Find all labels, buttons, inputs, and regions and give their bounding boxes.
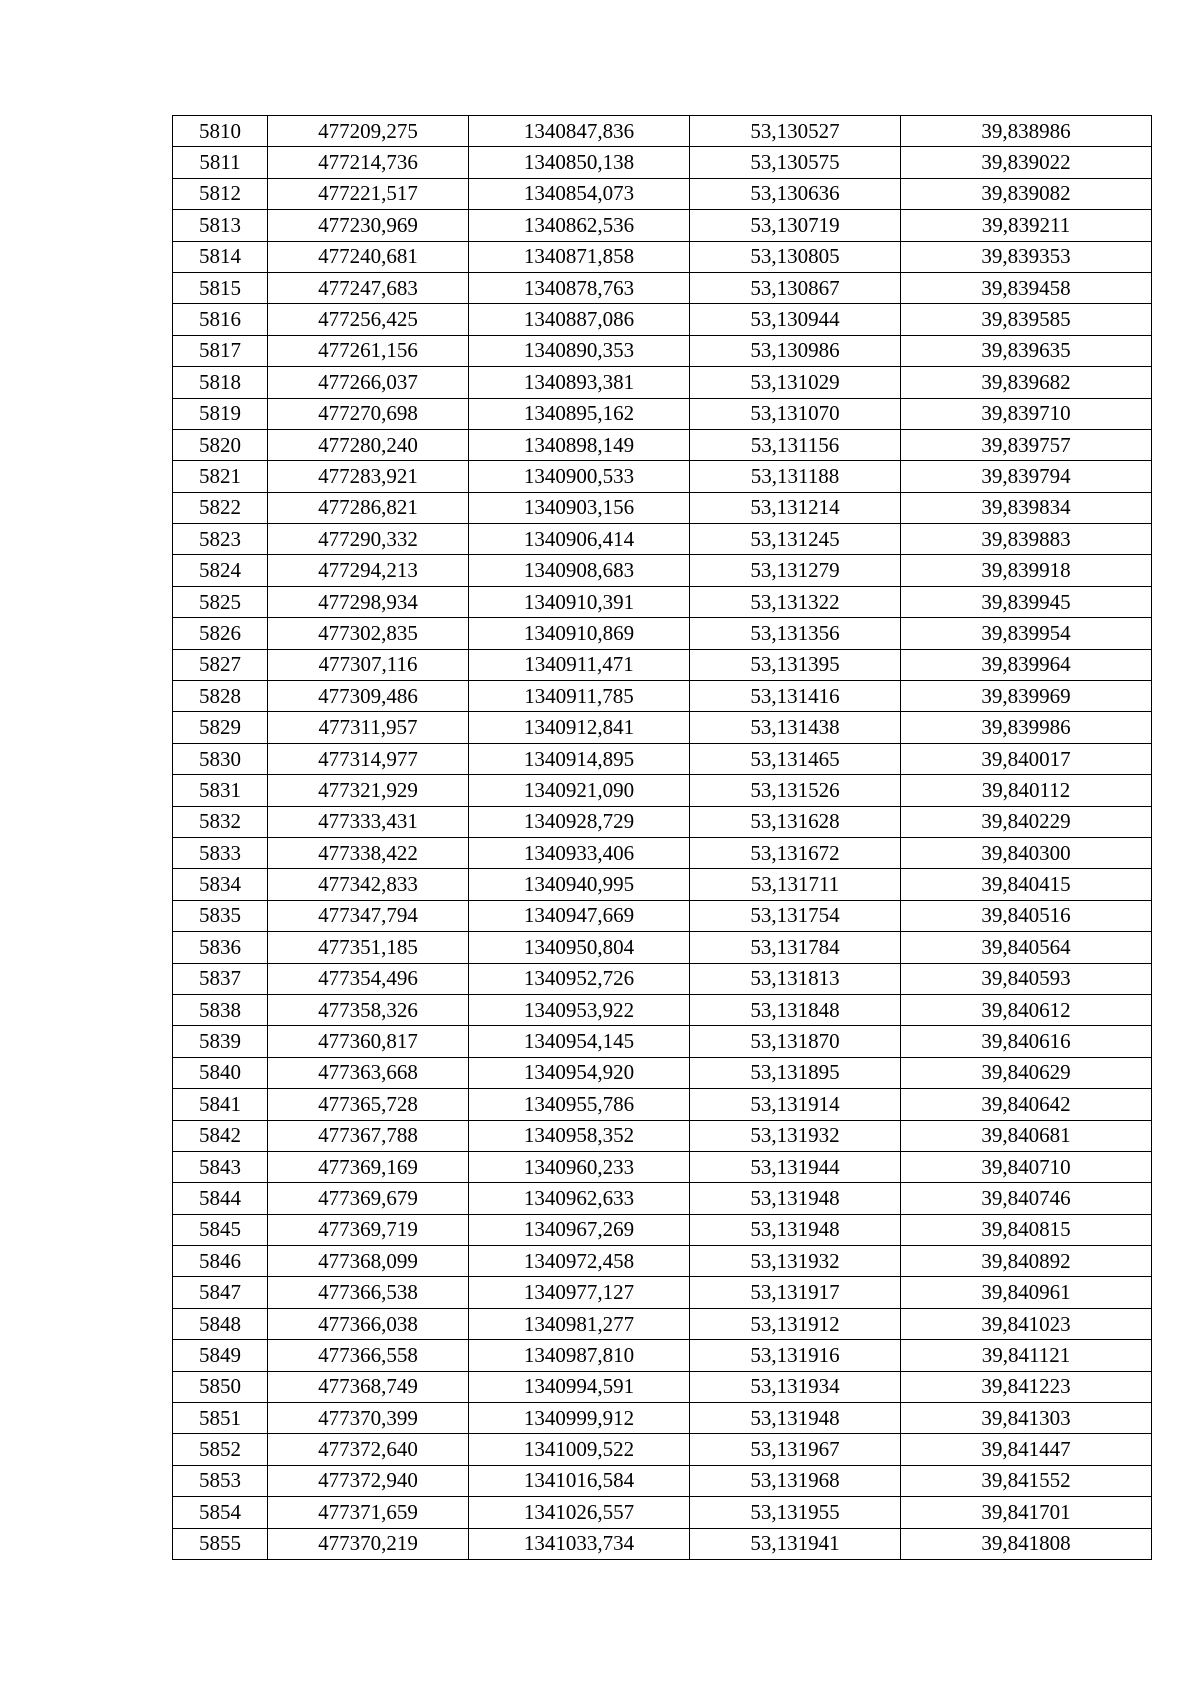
x-coordinate-cell: 477321,929 <box>268 775 469 806</box>
longitude-cell: 39,840616 <box>901 1026 1152 1057</box>
table-row <box>173 1057 1152 1088</box>
table-row <box>173 210 1152 241</box>
table-row <box>173 178 1152 209</box>
latitude-cell: 53,130805 <box>690 241 901 272</box>
table-row <box>173 1465 1152 1496</box>
longitude-cell: 39,839954 <box>901 618 1152 649</box>
point-number-cell: 5853 <box>173 1465 268 1496</box>
point-number-cell: 5833 <box>173 837 268 868</box>
y-coordinate-cell: 1340967,269 <box>469 1214 690 1245</box>
latitude-cell: 53,131214 <box>690 492 901 523</box>
x-coordinate-cell: 477366,038 <box>268 1308 469 1339</box>
longitude-cell: 39,840892 <box>901 1246 1152 1277</box>
latitude-cell: 53,131465 <box>690 743 901 774</box>
point-number-cell: 5822 <box>173 492 268 523</box>
table-row <box>173 1151 1152 1182</box>
longitude-cell: 39,840961 <box>901 1277 1152 1308</box>
y-coordinate-cell: 1340962,633 <box>469 1183 690 1214</box>
x-coordinate-cell: 477351,185 <box>268 932 469 963</box>
y-coordinate-cell: 1340854,073 <box>469 178 690 209</box>
y-coordinate-cell: 1340994,591 <box>469 1371 690 1402</box>
table-row <box>173 335 1152 366</box>
x-coordinate-cell: 477302,835 <box>268 618 469 649</box>
longitude-cell: 39,839964 <box>901 649 1152 680</box>
y-coordinate-cell: 1340928,729 <box>469 806 690 837</box>
x-coordinate-cell: 477358,326 <box>268 994 469 1025</box>
latitude-cell: 53,131848 <box>690 994 901 1025</box>
longitude-cell: 39,840516 <box>901 900 1152 931</box>
longitude-cell: 39,840300 <box>901 837 1152 868</box>
longitude-cell: 39,840564 <box>901 932 1152 963</box>
y-coordinate-cell: 1340940,995 <box>469 869 690 900</box>
longitude-cell: 39,841303 <box>901 1403 1152 1434</box>
x-coordinate-cell: 477270,698 <box>268 398 469 429</box>
table-row <box>173 1340 1152 1371</box>
latitude-cell: 53,131356 <box>690 618 901 649</box>
x-coordinate-cell: 477307,116 <box>268 649 469 680</box>
y-coordinate-cell: 1340911,471 <box>469 649 690 680</box>
point-number-cell: 5819 <box>173 398 268 429</box>
x-coordinate-cell: 477369,679 <box>268 1183 469 1214</box>
latitude-cell: 53,130719 <box>690 210 901 241</box>
y-coordinate-cell: 1340910,391 <box>469 586 690 617</box>
x-coordinate-cell: 477247,683 <box>268 272 469 303</box>
longitude-cell: 39,840681 <box>901 1120 1152 1151</box>
latitude-cell: 53,131955 <box>690 1497 901 1528</box>
latitude-cell: 53,131395 <box>690 649 901 680</box>
y-coordinate-cell: 1340981,277 <box>469 1308 690 1339</box>
y-coordinate-cell: 1340911,785 <box>469 681 690 712</box>
latitude-cell: 53,131948 <box>690 1214 901 1245</box>
x-coordinate-cell: 477333,431 <box>268 806 469 837</box>
latitude-cell: 53,131870 <box>690 1026 901 1057</box>
y-coordinate-cell: 1340908,683 <box>469 555 690 586</box>
point-number-cell: 5837 <box>173 963 268 994</box>
table-row <box>173 492 1152 523</box>
table-row <box>173 775 1152 806</box>
point-number-cell: 5836 <box>173 932 268 963</box>
point-number-cell: 5840 <box>173 1057 268 1088</box>
x-coordinate-cell: 477365,728 <box>268 1089 469 1120</box>
longitude-cell: 39,838986 <box>901 116 1152 147</box>
table-row <box>173 586 1152 617</box>
table-row <box>173 398 1152 429</box>
x-coordinate-cell: 477354,496 <box>268 963 469 994</box>
table-row <box>173 147 1152 178</box>
latitude-cell: 53,131754 <box>690 900 901 931</box>
table-row <box>173 116 1152 147</box>
table-row <box>173 932 1152 963</box>
latitude-cell: 53,131416 <box>690 681 901 712</box>
table-row <box>173 869 1152 900</box>
longitude-cell: 39,839635 <box>901 335 1152 366</box>
table-row <box>173 1277 1152 1308</box>
longitude-cell: 39,840593 <box>901 963 1152 994</box>
point-number-cell: 5814 <box>173 241 268 272</box>
point-number-cell: 5823 <box>173 524 268 555</box>
coordinates-table-body <box>173 116 1152 1560</box>
table-row <box>173 1089 1152 1120</box>
y-coordinate-cell: 1340847,836 <box>469 116 690 147</box>
y-coordinate-cell: 1340895,162 <box>469 398 690 429</box>
x-coordinate-cell: 477298,934 <box>268 586 469 617</box>
y-coordinate-cell: 1340947,669 <box>469 900 690 931</box>
y-coordinate-cell: 1340903,156 <box>469 492 690 523</box>
y-coordinate-cell: 1340972,458 <box>469 1246 690 1277</box>
latitude-cell: 53,131813 <box>690 963 901 994</box>
longitude-cell: 39,840415 <box>901 869 1152 900</box>
longitude-cell: 39,839682 <box>901 367 1152 398</box>
longitude-cell: 39,839883 <box>901 524 1152 555</box>
point-number-cell: 5816 <box>173 304 268 335</box>
longitude-cell: 39,841223 <box>901 1371 1152 1402</box>
x-coordinate-cell: 477368,099 <box>268 1246 469 1277</box>
y-coordinate-cell: 1340960,233 <box>469 1151 690 1182</box>
point-number-cell: 5826 <box>173 618 268 649</box>
table-row <box>173 618 1152 649</box>
x-coordinate-cell: 477368,749 <box>268 1371 469 1402</box>
x-coordinate-cell: 477261,156 <box>268 335 469 366</box>
point-number-cell: 5817 <box>173 335 268 366</box>
y-coordinate-cell: 1341033,734 <box>469 1528 690 1559</box>
table-row <box>173 900 1152 931</box>
x-coordinate-cell: 477342,833 <box>268 869 469 900</box>
x-coordinate-cell: 477311,957 <box>268 712 469 743</box>
latitude-cell: 53,131279 <box>690 555 901 586</box>
y-coordinate-cell: 1340958,352 <box>469 1120 690 1151</box>
x-coordinate-cell: 477372,640 <box>268 1434 469 1465</box>
point-number-cell: 5852 <box>173 1434 268 1465</box>
y-coordinate-cell: 1340914,895 <box>469 743 690 774</box>
point-number-cell: 5829 <box>173 712 268 743</box>
longitude-cell: 39,840642 <box>901 1089 1152 1120</box>
x-coordinate-cell: 477280,240 <box>268 429 469 460</box>
x-coordinate-cell: 477372,940 <box>268 1465 469 1496</box>
x-coordinate-cell: 477294,213 <box>268 555 469 586</box>
latitude-cell: 53,131948 <box>690 1183 901 1214</box>
point-number-cell: 5825 <box>173 586 268 617</box>
longitude-cell: 39,841701 <box>901 1497 1152 1528</box>
longitude-cell: 39,841552 <box>901 1465 1152 1496</box>
y-coordinate-cell: 1340850,138 <box>469 147 690 178</box>
latitude-cell: 53,131245 <box>690 524 901 555</box>
point-number-cell: 5821 <box>173 461 268 492</box>
table-row <box>173 1246 1152 1277</box>
point-number-cell: 5841 <box>173 1089 268 1120</box>
longitude-cell: 39,840710 <box>901 1151 1152 1182</box>
x-coordinate-cell: 477370,399 <box>268 1403 469 1434</box>
point-number-cell: 5830 <box>173 743 268 774</box>
latitude-cell: 53,131968 <box>690 1465 901 1496</box>
point-number-cell: 5850 <box>173 1371 268 1402</box>
table-row <box>173 524 1152 555</box>
table-row <box>173 1497 1152 1528</box>
table-row <box>173 1183 1152 1214</box>
longitude-cell: 39,840815 <box>901 1214 1152 1245</box>
x-coordinate-cell: 477371,659 <box>268 1497 469 1528</box>
point-number-cell: 5812 <box>173 178 268 209</box>
y-coordinate-cell: 1340878,763 <box>469 272 690 303</box>
y-coordinate-cell: 1340933,406 <box>469 837 690 868</box>
x-coordinate-cell: 477209,275 <box>268 116 469 147</box>
table-row <box>173 1403 1152 1434</box>
table-row <box>173 1528 1152 1559</box>
latitude-cell: 53,131895 <box>690 1057 901 1088</box>
y-coordinate-cell: 1340906,414 <box>469 524 690 555</box>
latitude-cell: 53,131948 <box>690 1403 901 1434</box>
point-number-cell: 5843 <box>173 1151 268 1182</box>
longitude-cell: 39,840017 <box>901 743 1152 774</box>
longitude-cell: 39,839211 <box>901 210 1152 241</box>
table-row <box>173 1026 1152 1057</box>
longitude-cell: 39,839710 <box>901 398 1152 429</box>
point-number-cell: 5851 <box>173 1403 268 1434</box>
table-row <box>173 461 1152 492</box>
longitude-cell: 39,841023 <box>901 1308 1152 1339</box>
longitude-cell: 39,840229 <box>901 806 1152 837</box>
table-row <box>173 1308 1152 1339</box>
latitude-cell: 53,130986 <box>690 335 901 366</box>
y-coordinate-cell: 1340952,726 <box>469 963 690 994</box>
x-coordinate-cell: 477240,681 <box>268 241 469 272</box>
latitude-cell: 53,130867 <box>690 272 901 303</box>
latitude-cell: 53,131916 <box>690 1340 901 1371</box>
longitude-cell: 39,839969 <box>901 681 1152 712</box>
point-number-cell: 5815 <box>173 272 268 303</box>
latitude-cell: 53,130944 <box>690 304 901 335</box>
x-coordinate-cell: 477370,219 <box>268 1528 469 1559</box>
y-coordinate-cell: 1340955,786 <box>469 1089 690 1120</box>
longitude-cell: 39,839022 <box>901 147 1152 178</box>
y-coordinate-cell: 1341016,584 <box>469 1465 690 1496</box>
point-number-cell: 5834 <box>173 869 268 900</box>
x-coordinate-cell: 477221,517 <box>268 178 469 209</box>
x-coordinate-cell: 477230,969 <box>268 210 469 241</box>
point-number-cell: 5828 <box>173 681 268 712</box>
point-number-cell: 5842 <box>173 1120 268 1151</box>
x-coordinate-cell: 477214,736 <box>268 147 469 178</box>
x-coordinate-cell: 477367,788 <box>268 1120 469 1151</box>
table-row <box>173 1214 1152 1245</box>
longitude-cell: 39,839585 <box>901 304 1152 335</box>
longitude-cell: 39,839986 <box>901 712 1152 743</box>
latitude-cell: 53,130636 <box>690 178 901 209</box>
point-number-cell: 5810 <box>173 116 268 147</box>
y-coordinate-cell: 1340987,810 <box>469 1340 690 1371</box>
latitude-cell: 53,131934 <box>690 1371 901 1402</box>
x-coordinate-cell: 477363,668 <box>268 1057 469 1088</box>
point-number-cell: 5845 <box>173 1214 268 1245</box>
point-number-cell: 5824 <box>173 555 268 586</box>
y-coordinate-cell: 1341026,557 <box>469 1497 690 1528</box>
latitude-cell: 53,131967 <box>690 1434 901 1465</box>
table-row <box>173 429 1152 460</box>
point-number-cell: 5849 <box>173 1340 268 1371</box>
x-coordinate-cell: 477290,332 <box>268 524 469 555</box>
latitude-cell: 53,131322 <box>690 586 901 617</box>
latitude-cell: 53,131912 <box>690 1308 901 1339</box>
table-row <box>173 837 1152 868</box>
y-coordinate-cell: 1340871,858 <box>469 241 690 272</box>
point-number-cell: 5854 <box>173 1497 268 1528</box>
longitude-cell: 39,839082 <box>901 178 1152 209</box>
latitude-cell: 53,131944 <box>690 1151 901 1182</box>
point-number-cell: 5811 <box>173 147 268 178</box>
y-coordinate-cell: 1340890,353 <box>469 335 690 366</box>
latitude-cell: 53,131784 <box>690 932 901 963</box>
y-coordinate-cell: 1340912,841 <box>469 712 690 743</box>
longitude-cell: 39,840112 <box>901 775 1152 806</box>
latitude-cell: 53,131156 <box>690 429 901 460</box>
latitude-cell: 53,131672 <box>690 837 901 868</box>
latitude-cell: 53,131188 <box>690 461 901 492</box>
x-coordinate-cell: 477286,821 <box>268 492 469 523</box>
latitude-cell: 53,131711 <box>690 869 901 900</box>
table-row <box>173 241 1152 272</box>
point-number-cell: 5813 <box>173 210 268 241</box>
x-coordinate-cell: 477266,037 <box>268 367 469 398</box>
latitude-cell: 53,131914 <box>690 1089 901 1120</box>
longitude-cell: 39,839945 <box>901 586 1152 617</box>
point-number-cell: 5844 <box>173 1183 268 1214</box>
longitude-cell: 39,839918 <box>901 555 1152 586</box>
table-row <box>173 994 1152 1025</box>
point-number-cell: 5835 <box>173 900 268 931</box>
y-coordinate-cell: 1340950,804 <box>469 932 690 963</box>
table-row <box>173 367 1152 398</box>
longitude-cell: 39,839757 <box>901 429 1152 460</box>
point-number-cell: 5827 <box>173 649 268 680</box>
y-coordinate-cell: 1340954,145 <box>469 1026 690 1057</box>
y-coordinate-cell: 1340977,127 <box>469 1277 690 1308</box>
point-number-cell: 5820 <box>173 429 268 460</box>
latitude-cell: 53,131526 <box>690 775 901 806</box>
x-coordinate-cell: 477366,538 <box>268 1277 469 1308</box>
x-coordinate-cell: 477366,558 <box>268 1340 469 1371</box>
y-coordinate-cell: 1340953,922 <box>469 994 690 1025</box>
table-row <box>173 1434 1152 1465</box>
table-row <box>173 649 1152 680</box>
table-row <box>173 304 1152 335</box>
table-row <box>173 272 1152 303</box>
y-coordinate-cell: 1340898,149 <box>469 429 690 460</box>
point-number-cell: 5847 <box>173 1277 268 1308</box>
longitude-cell: 39,841808 <box>901 1528 1152 1559</box>
x-coordinate-cell: 477256,425 <box>268 304 469 335</box>
y-coordinate-cell: 1340954,920 <box>469 1057 690 1088</box>
y-coordinate-cell: 1340887,086 <box>469 304 690 335</box>
longitude-cell: 39,840629 <box>901 1057 1152 1088</box>
y-coordinate-cell: 1340862,536 <box>469 210 690 241</box>
x-coordinate-cell: 477369,169 <box>268 1151 469 1182</box>
point-number-cell: 5846 <box>173 1246 268 1277</box>
y-coordinate-cell: 1340900,533 <box>469 461 690 492</box>
x-coordinate-cell: 477314,977 <box>268 743 469 774</box>
table-row <box>173 555 1152 586</box>
longitude-cell: 39,840612 <box>901 994 1152 1025</box>
point-number-cell: 5831 <box>173 775 268 806</box>
y-coordinate-cell: 1340910,869 <box>469 618 690 649</box>
latitude-cell: 53,131029 <box>690 367 901 398</box>
longitude-cell: 39,840746 <box>901 1183 1152 1214</box>
latitude-cell: 53,130575 <box>690 147 901 178</box>
latitude-cell: 53,131917 <box>690 1277 901 1308</box>
x-coordinate-cell: 477283,921 <box>268 461 469 492</box>
latitude-cell: 53,131628 <box>690 806 901 837</box>
y-coordinate-cell: 1340921,090 <box>469 775 690 806</box>
x-coordinate-cell: 477360,817 <box>268 1026 469 1057</box>
table-row <box>173 1120 1152 1151</box>
table-row <box>173 743 1152 774</box>
table-row <box>173 681 1152 712</box>
point-number-cell: 5839 <box>173 1026 268 1057</box>
point-number-cell: 5818 <box>173 367 268 398</box>
y-coordinate-cell: 1341009,522 <box>469 1434 690 1465</box>
x-coordinate-cell: 477309,486 <box>268 681 469 712</box>
point-number-cell: 5855 <box>173 1528 268 1559</box>
latitude-cell: 53,131438 <box>690 712 901 743</box>
latitude-cell: 53,131070 <box>690 398 901 429</box>
y-coordinate-cell: 1340893,381 <box>469 367 690 398</box>
x-coordinate-cell: 477347,794 <box>268 900 469 931</box>
longitude-cell: 39,841447 <box>901 1434 1152 1465</box>
latitude-cell: 53,131932 <box>690 1120 901 1151</box>
longitude-cell: 39,839834 <box>901 492 1152 523</box>
y-coordinate-cell: 1340999,912 <box>469 1403 690 1434</box>
table-row <box>173 806 1152 837</box>
x-coordinate-cell: 477338,422 <box>268 837 469 868</box>
coordinates-table <box>172 115 1152 1560</box>
latitude-cell: 53,131932 <box>690 1246 901 1277</box>
latitude-cell: 53,130527 <box>690 116 901 147</box>
point-number-cell: 5848 <box>173 1308 268 1339</box>
longitude-cell: 39,839458 <box>901 272 1152 303</box>
longitude-cell: 39,839794 <box>901 461 1152 492</box>
longitude-cell: 39,839353 <box>901 241 1152 272</box>
point-number-cell: 5838 <box>173 994 268 1025</box>
x-coordinate-cell: 477369,719 <box>268 1214 469 1245</box>
table-row <box>173 1371 1152 1402</box>
longitude-cell: 39,841121 <box>901 1340 1152 1371</box>
latitude-cell: 53,131941 <box>690 1528 901 1559</box>
point-number-cell: 5832 <box>173 806 268 837</box>
table-row <box>173 712 1152 743</box>
table-row <box>173 963 1152 994</box>
